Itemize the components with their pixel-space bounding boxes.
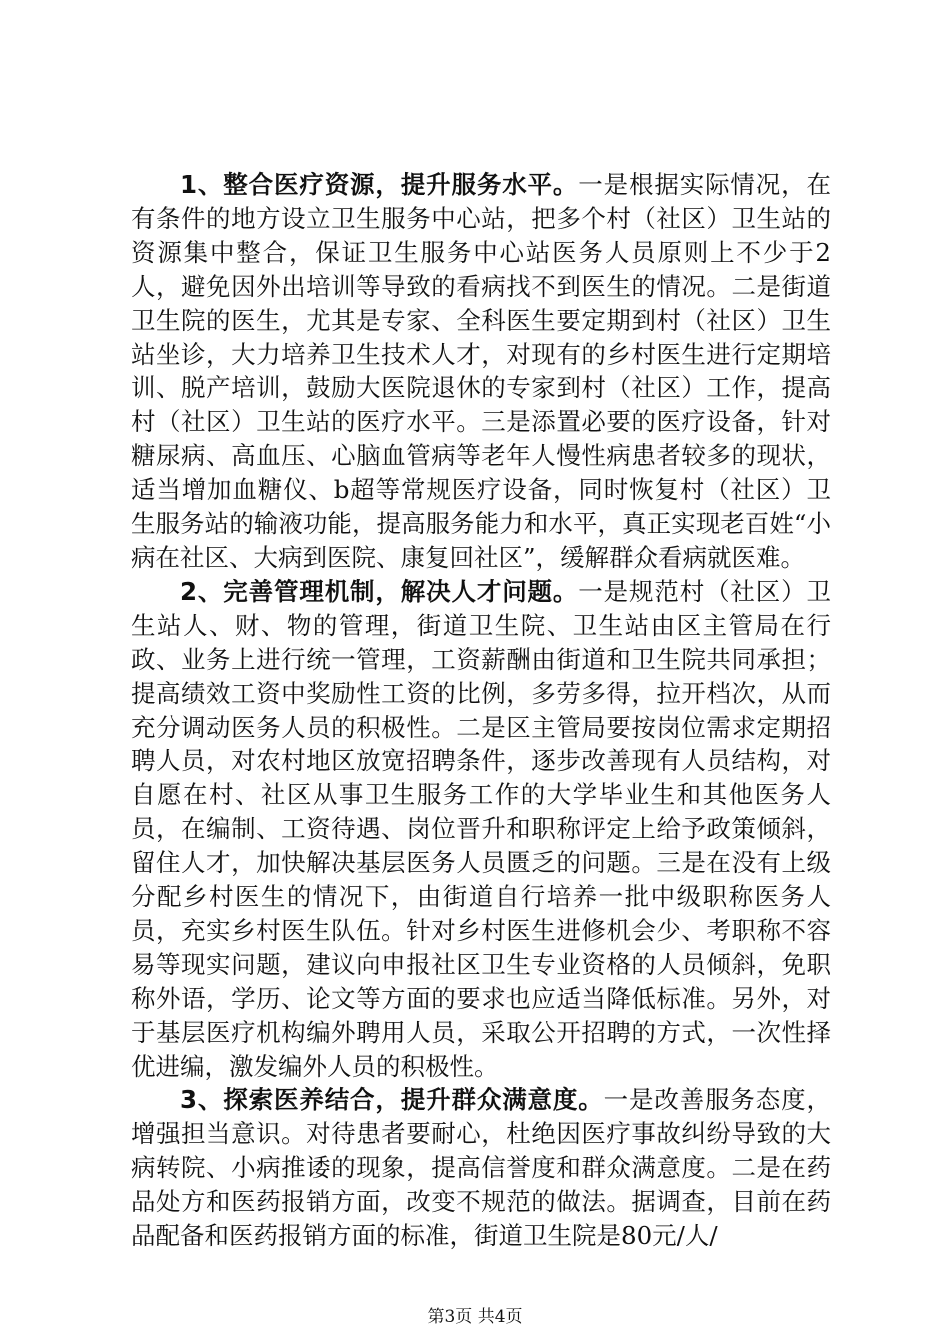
paragraph-1-heading: 1、整合医疗资源，提升服务水平。 [180,170,579,199]
paragraph-2-heading: 2、完善管理机制，解决人才问题。 [180,576,579,606]
page-footer: 第3页 共4页 [427,1307,523,1327]
paragraph-3-text: 一是改善服务态度，增强担当意识。对待患者要耐心，杜绝因医疗事故纠纷导致的大病转院、小病推诿的现象，提高信誉度和群众满意度。二是在药品处方和医药报销方面，改变不规范的做法。据调查，目前在药品配备和医药报销方面的标准，街道卫生院是80元/人/ [131,1085,832,1251]
paragraph-3 [131,1083,831,1253]
paragraph-2-text: 一是规范村（社区）卫生站人、财、物的管理，街道卫生院、卫生站由区主管局在行政、业务上进行统一管理，工资薪酬由街道和卫生院共同承担；提高绩效工资中奖励性工资的比例，多劳多得，拉开档次，从而充分调动医务人员的积极性。二是区主管局要按岗位需求定期招聘人员，对农村地区放宽招聘条件，逐步改善现有人员结构，对自愿在村、社区从事卫生服务工作的大学毕业生和其他医务人员，在编制、工资待遇、岗位晋升和职称评定上给予政策倾斜，留住人才，加快解决基层医务人员匮乏的问题。三是在没有上级分配乡村医生的情况下，由街道自行培养一批中级职称医务人员，充实乡村医生队伍。针对乡村医生进修机会少、考职称不容易等现实问题，建议向申报社区卫生专业资格的人员倾斜，免职称外语，学历、论文等方面的要求也应适当降低标准。另外，对于基层医疗机构编外聘用人员，采取公开招聘的方式，一次性择优进编，激发编外人员的积极性。 [131,576,832,1081]
paragraph-1-text: 一是根据实际情况，在有条件的地方设立卫生服务中心站，把多个村（社区）卫生站的资源集中整合，保证卫生服务中心站医务人员原则上不少于2人，避免因外出培训等导致的看病找不到医生的情况。二是街道卫生院的医生，尤其是专家、全科医生要定期到村（社区）卫生站坐诊，大力培养卫生技术人才，对现有的乡村医生进行定期培训、脱产培训，鼓励大医院退休的专家到村（社区）工作，提高村（社区）卫生站的医疗水平。三是添置必要的医疗设备，针对糖尿病、高血压、心脑血管病等老年人慢性病患者较多的现状，适当增加血糖仪、b超等常规医疗设备，同时恢复村（社区）卫生服务站的输液功能，提高服务能力和水平，真正实现老百姓“小病在社区、大病到医院、康复回社区”，缓解群众看病就医难。 [131,170,832,572]
paragraph-3-heading: 3、探索医养结合，提升群众满意度。 [180,1085,604,1115]
paragraph-1 [131,168,831,575]
paragraph-2 [131,575,831,1084]
document-body [131,168,831,1253]
